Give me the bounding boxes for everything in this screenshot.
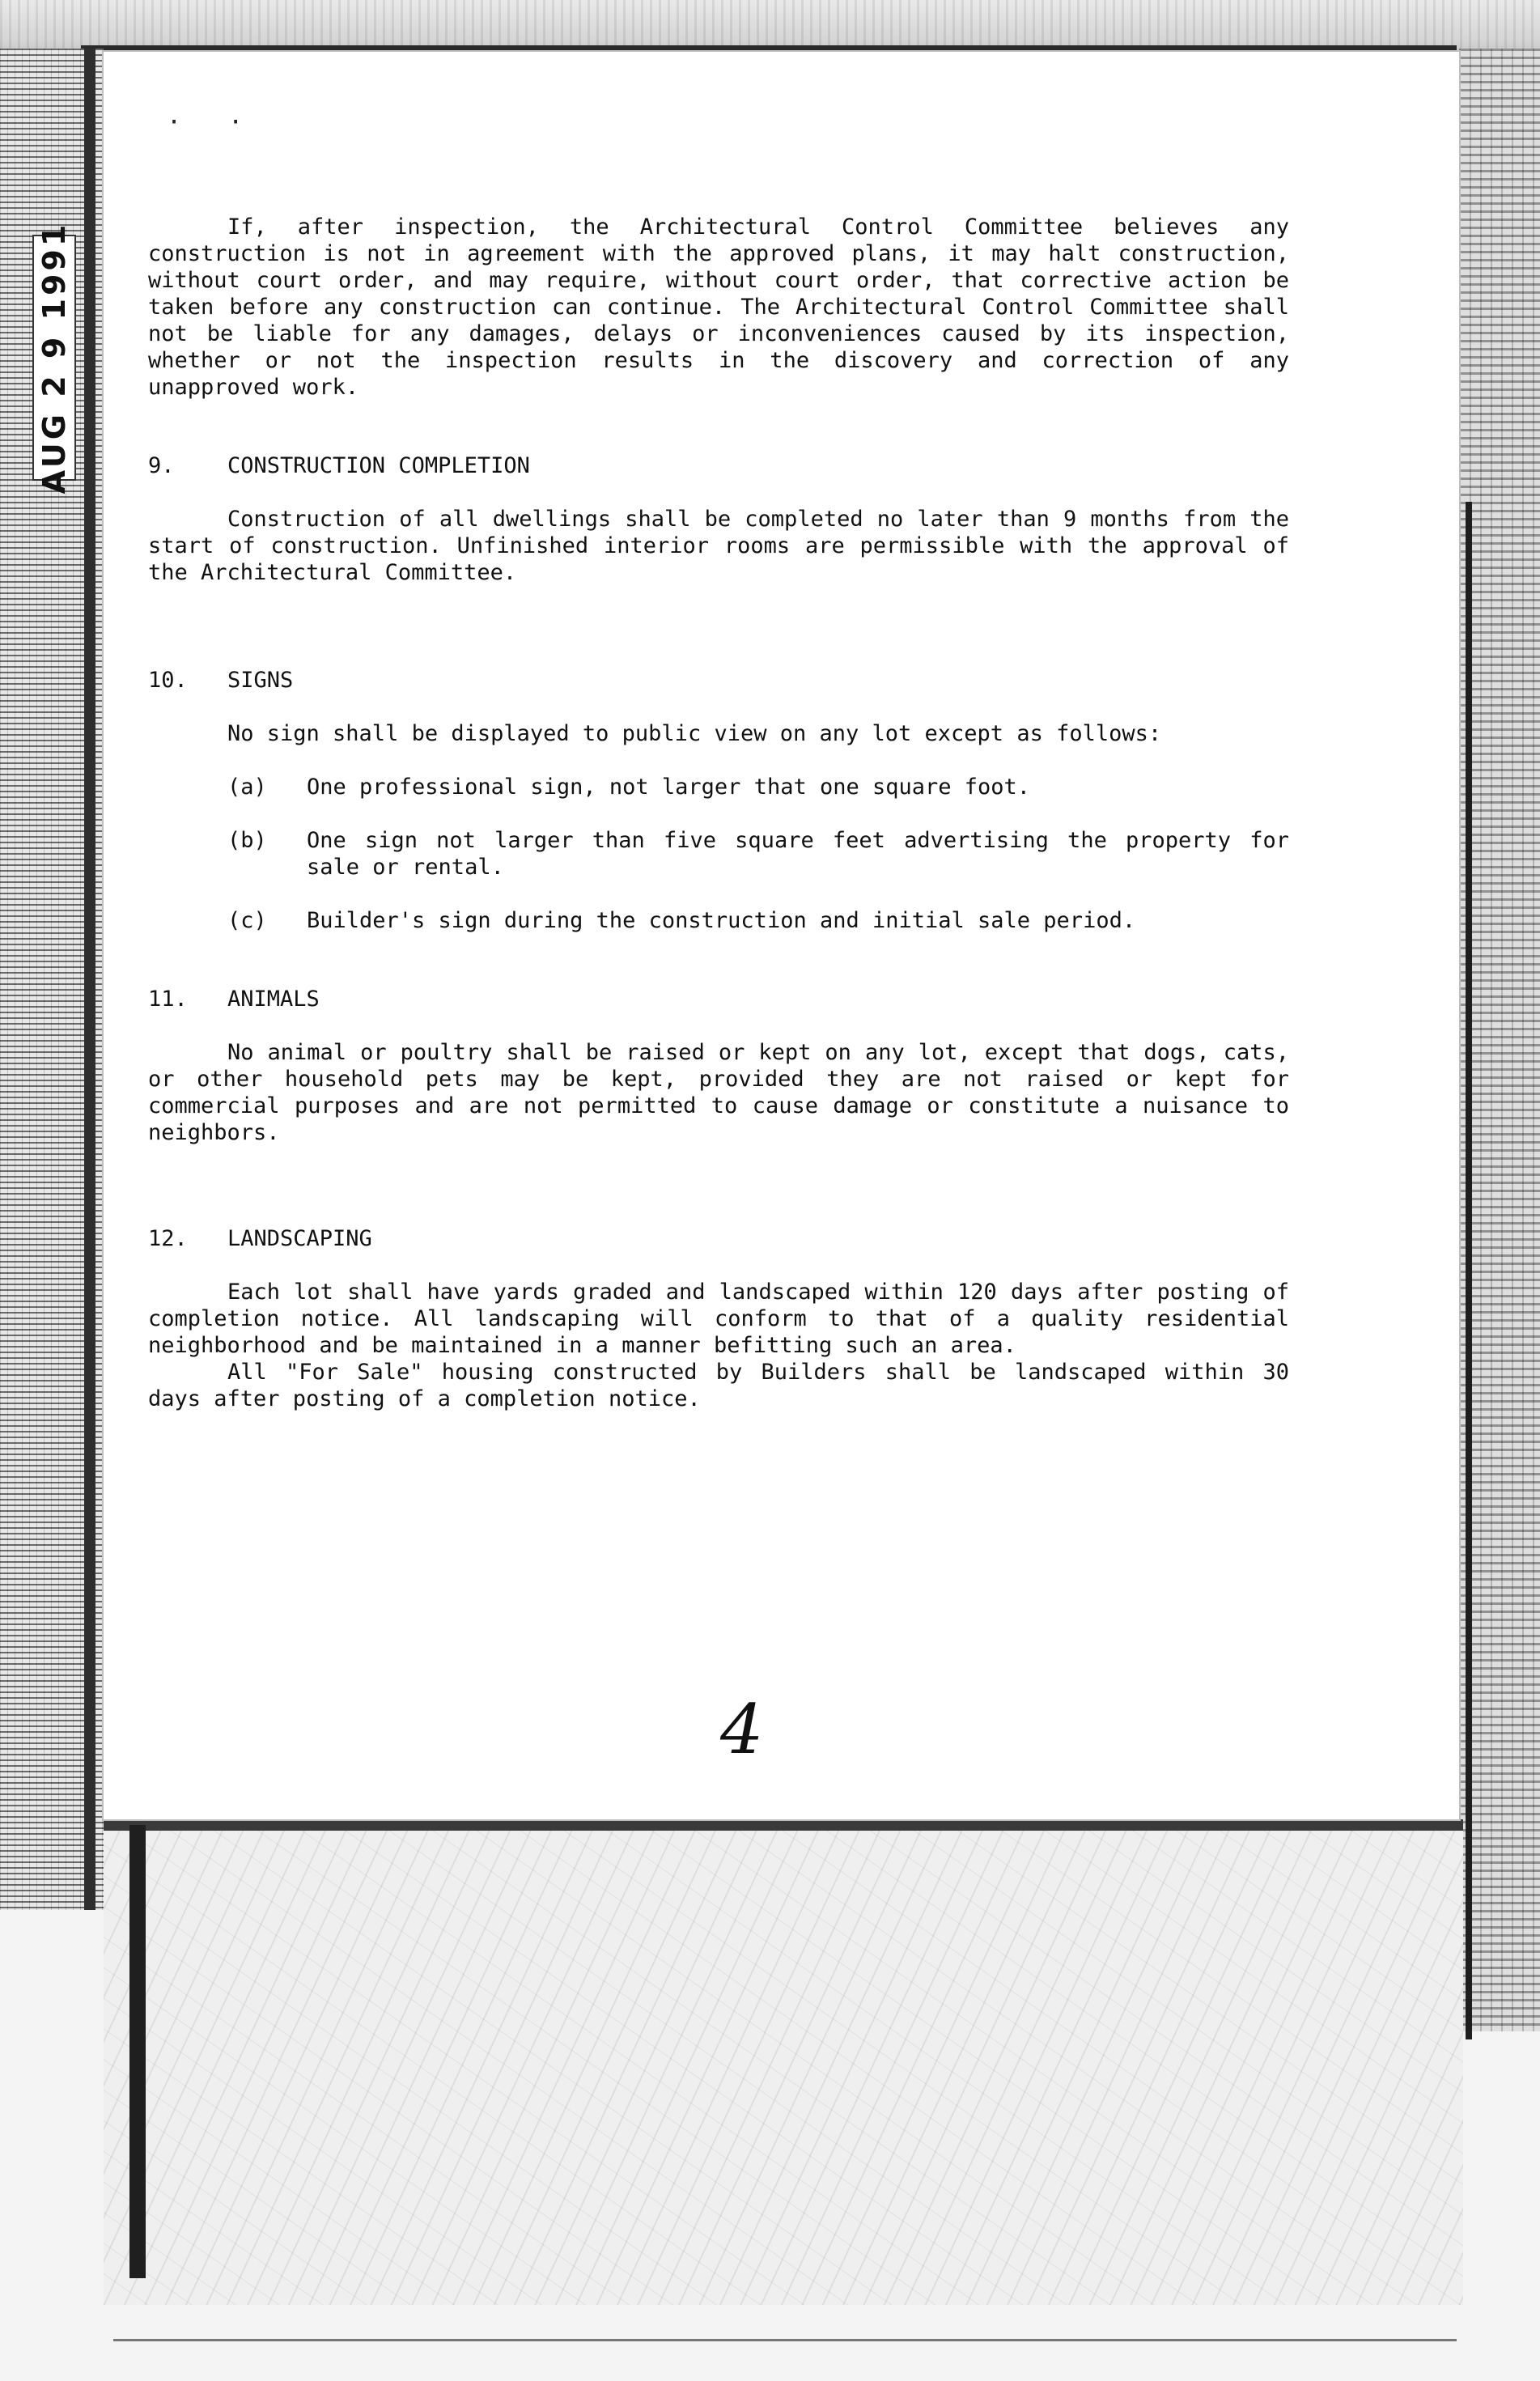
intro-paragraph: If, after inspection, the Architectural Control Committee believes any construction is not in agreement with the approved plans, it may halt construction, without court order, and may require, without court order, that corrective action be taken before any construction can continue. The Architectural Control Committee shall not be liable for any damages, delays or inconveniences caused by its inspection, whether or not the inspection results in the discovery and correction of any unapproved work. — [148, 214, 1289, 400]
section-number: 9. — [148, 453, 175, 478]
list-item-text: One professional sign, not larger that one square foot. — [307, 775, 1031, 800]
section-number: 11. — [148, 987, 188, 1012]
section-heading — [148, 1225, 1289, 1252]
section-title: LANDSCAPING — [227, 1226, 372, 1251]
section-heading — [148, 452, 1289, 479]
section-title: CONSTRUCTION COMPLETION — [227, 453, 530, 478]
section-signs — [148, 667, 1289, 934]
section-construction-completion — [148, 452, 1289, 586]
sign-list — [148, 774, 1289, 934]
page-number: 4 — [720, 1690, 764, 1769]
section-title: ANIMALS — [227, 987, 320, 1012]
list-item-text: One sign not larger than five square feet advertising the property for sale or rental. — [307, 828, 1289, 880]
list-item-text: Builder's sign during the construction and initial sale period. — [307, 908, 1136, 933]
section-paragraph: Construction of all dwellings shall be completed no later than 9 months from the start of construction. Unfinished interior rooms are permissible with the approval of the Architectural Committee. — [148, 507, 1289, 585]
list-item — [227, 774, 1289, 800]
section-number: 12. — [148, 1226, 188, 1251]
section-number: 10. — [148, 668, 188, 693]
section-paragraph: All "For Sale" housing constructed by Builders shall be landscaped within 30 days after posting of a completion notice. — [148, 1360, 1289, 1411]
scan-bottom-left-bar — [129, 1825, 146, 2278]
scan-top-rule — [81, 45, 1457, 52]
scan-right-edge — [1459, 49, 1540, 2031]
list-item-label: (a) — [227, 775, 267, 800]
document-body — [148, 214, 1289, 1412]
scan-bottom-rule — [113, 2339, 1457, 2341]
section-heading — [148, 667, 1289, 694]
section-paragraph: No animal or poultry shall be raised or kept on any lot, except that dogs, cats, or other household pets may be kept, provided they are not raised or kept for commercial purposes and are not permitted to cause damage or constitute a nuisance to neighbors. — [148, 1040, 1289, 1145]
list-item-label: (b) — [227, 828, 267, 853]
list-item — [227, 827, 1289, 881]
scan-bottom-noise — [104, 1819, 1463, 2305]
section-landscaping — [148, 1225, 1289, 1412]
section-paragraph: No sign shall be displayed to public view on any lot except as follows: — [227, 721, 1162, 746]
list-item — [227, 907, 1289, 934]
section-heading — [148, 986, 1289, 1012]
section-animals — [148, 986, 1289, 1146]
corner-dots: · · — [167, 108, 260, 137]
section-paragraph: Each lot shall have yards graded and landscaped within 120 days after posting of completion notice. All landscaping will conform to that of a quality residential neighborhood and be maintained in a manner befitting such an area. — [148, 1280, 1289, 1358]
section-title: SIGNS — [227, 668, 294, 693]
date-stamp-text: AUG 2 9 1991 — [36, 221, 72, 494]
date-stamp — [32, 221, 76, 494]
list-item-label: (c) — [227, 908, 267, 933]
